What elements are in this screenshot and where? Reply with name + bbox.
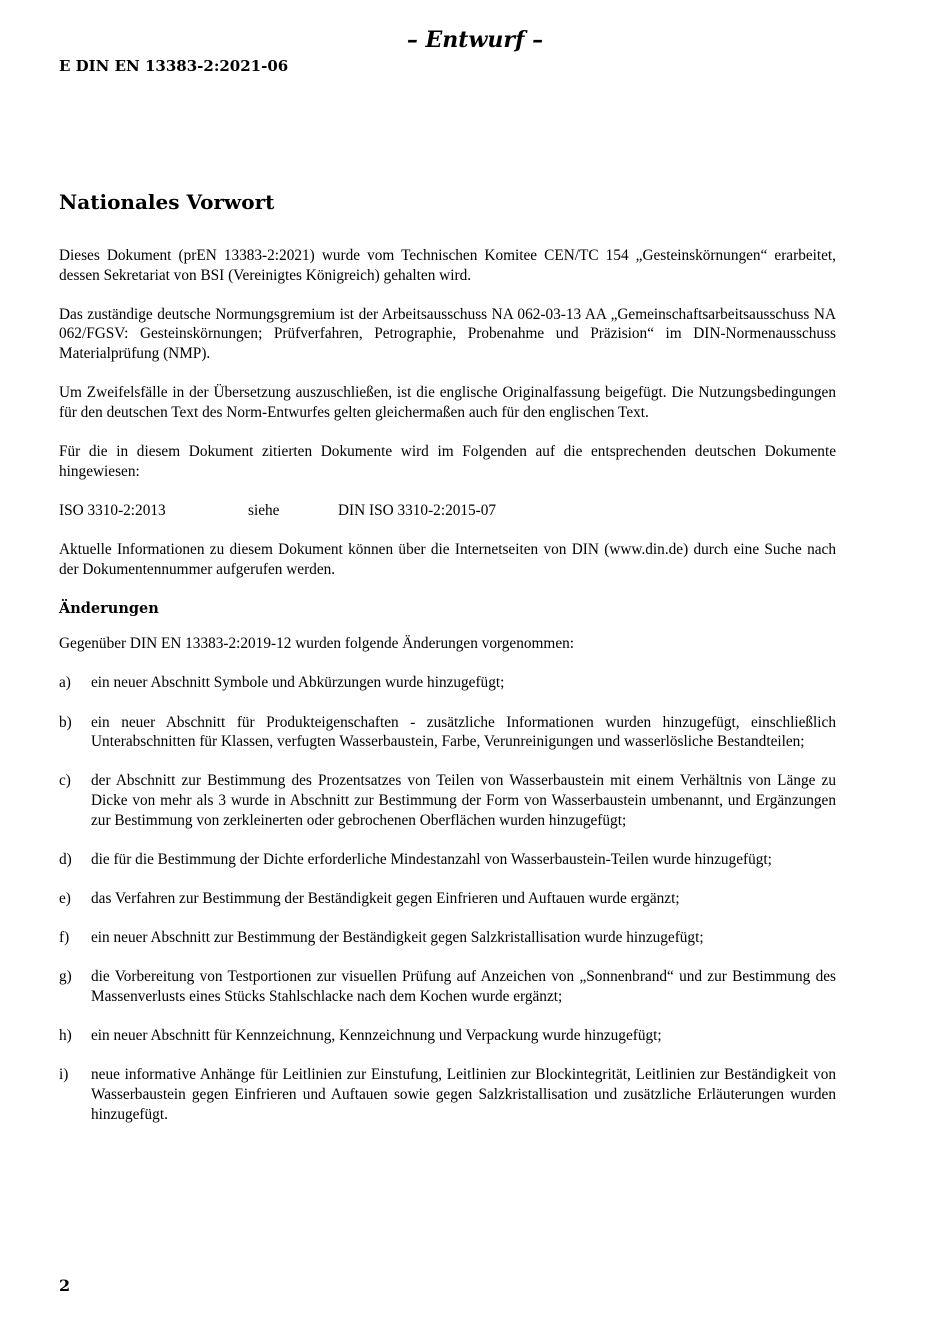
list-item xyxy=(59,967,836,1006)
list-item-text: ein neuer Abschnitt Symbole und Abkürzungen wurde hinzugefügt; xyxy=(91,674,505,692)
page-content xyxy=(59,186,836,1144)
list-item-marker: a) xyxy=(59,674,71,692)
list-item-text: der Abschnitt zur Bestimmung des Prozentsatzes von Teilen von Wasserbaustein mit einem Verhältnis von Länge zu Dicke von mehr als 3 wurde in Abschnitt zur Bestimmung der Form von Wasserbaustein umbenannt, und Ergänzungen zur Bestimmung von zerkleinerten oder gebrochenen Oberflächen wurden hinzugefügt; xyxy=(91,772,836,829)
draft-watermark-title: – Entwurf – xyxy=(406,27,544,53)
list-item xyxy=(59,1065,836,1124)
list-item xyxy=(59,889,836,909)
list-item-text: ein neuer Abschnitt für Kennzeichnung, Kennzeichnung und Verpackung wurde hinzugefügt; xyxy=(91,1027,662,1045)
reference-relation: siehe xyxy=(248,501,280,519)
changes-heading: Änderungen xyxy=(59,599,159,617)
paragraph-current-info: Aktuelle Informationen zu diesem Dokument können über die Internetseiten von DIN (www.din.de) durch eine Suche nach der Dokumentennummer aufgerufen werden. xyxy=(59,540,836,578)
list-item-text: die für die Bestimmung der Dichte erforderliche Mindestanzahl von Wasserbaustein-Teilen wurde hinzugefügt; xyxy=(91,850,772,868)
changes-list xyxy=(59,673,836,1124)
list-item-text: neue informative Anhänge für Leitlinien zur Einstufung, Leitlinien zur Blockintegrität, Leitlinien zur Beständigkeit von Wasserbaustein gegen Einfrieren und Auftauen sowie gegen Salzkristallisation und zusätzliche Erläuterungen wurden hinzugefügt. xyxy=(91,1066,836,1123)
changes-intro: Gegenüber DIN EN 13383-2:2019-12 wurden folgende Änderungen vorgenommen: xyxy=(59,635,575,653)
page-number: 2 xyxy=(59,1276,71,1295)
list-item-marker: b) xyxy=(59,713,72,731)
list-item xyxy=(59,713,836,752)
list-item-text: ein neuer Abschnitt zur Bestimmung der Beständigkeit gegen Salzkristallisation wurde hinzugefügt; xyxy=(91,929,704,947)
list-item-marker: i) xyxy=(59,1066,69,1084)
list-item-marker: f) xyxy=(59,929,70,947)
list-item xyxy=(59,1026,836,1046)
list-item-marker: h) xyxy=(59,1027,72,1045)
list-item xyxy=(59,850,836,870)
reference-source: ISO 3310-2:2013 xyxy=(59,501,166,519)
list-item-marker: d) xyxy=(59,850,72,868)
list-item-text: das Verfahren zur Bestimmung der Beständigkeit gegen Einfrieren und Auftauen wurde ergänzt; xyxy=(91,890,680,907)
reference-target: DIN ISO 3310-2:2015-07 xyxy=(338,501,497,519)
list-item-marker: g) xyxy=(59,968,72,986)
list-item xyxy=(59,771,836,830)
list-item-text: ein neuer Abschnitt für Produkteigenschaften - zusätzliche Informationen wurden hinzugefügt, einschließlich Unterabschnitten für Klassen, verfugten Wasserbaustein, Farbe, Verunreinigungen und wasserlösliche Bestandteilen; xyxy=(91,713,836,751)
paragraph-responsible-body: Das zuständige deutsche Normungsgremium ist der Arbeitsausschuss NA 062-03-13 AA „Gemeinschaftsarbeitsausschuss NA 062/FGSV: Gesteinskörnungen; Prüfverfahren, Petrographie, Probenahme und Präzision“ im DIN-Normenausschuss Materialprüfung (NMP). xyxy=(59,305,836,362)
paragraph-translation-note: Um Zweifelsfälle in der Übersetzung auszuschließen, ist die englische Originalfassung beigefügt. Die Nutzungsbedingungen für den deutschen Text des Norm-Entwurfes gelten gleichermaßen auch für den englischen Text. xyxy=(59,384,836,421)
paragraph-cited-documents: Für die in diesem Dokument zitierten Dokumente wird im Folgenden auf die entsprechenden deutschen Dokumente hingewiesen: xyxy=(59,442,836,480)
list-item-marker: e) xyxy=(59,890,71,907)
document-id: E DIN EN 13383-2:2021-06 xyxy=(59,57,289,75)
list-item-marker: c) xyxy=(59,772,71,790)
section-title: Nationales Vorwort xyxy=(59,190,275,214)
paragraph-committee: Dieses Dokument (prEN 13383-2:2021) wurde vom Technischen Komitee CEN/TC 154 „Gesteinskörnungen“ erarbeitet, dessen Sekretariat von BSI (Vereinigtes Königreich) gehalten wird. xyxy=(59,247,836,284)
list-item xyxy=(59,673,836,693)
reference-row xyxy=(59,501,836,521)
list-item xyxy=(59,928,836,948)
list-item-text: die Vorbereitung von Testportionen zur visuellen Prüfung auf Anzeichen von „Sonnenbrand“ und zur Bestimmung des Massenverlusts eines Stücks Stahlschlacke nach dem Kochen wurde ergänzt; xyxy=(91,968,836,1005)
